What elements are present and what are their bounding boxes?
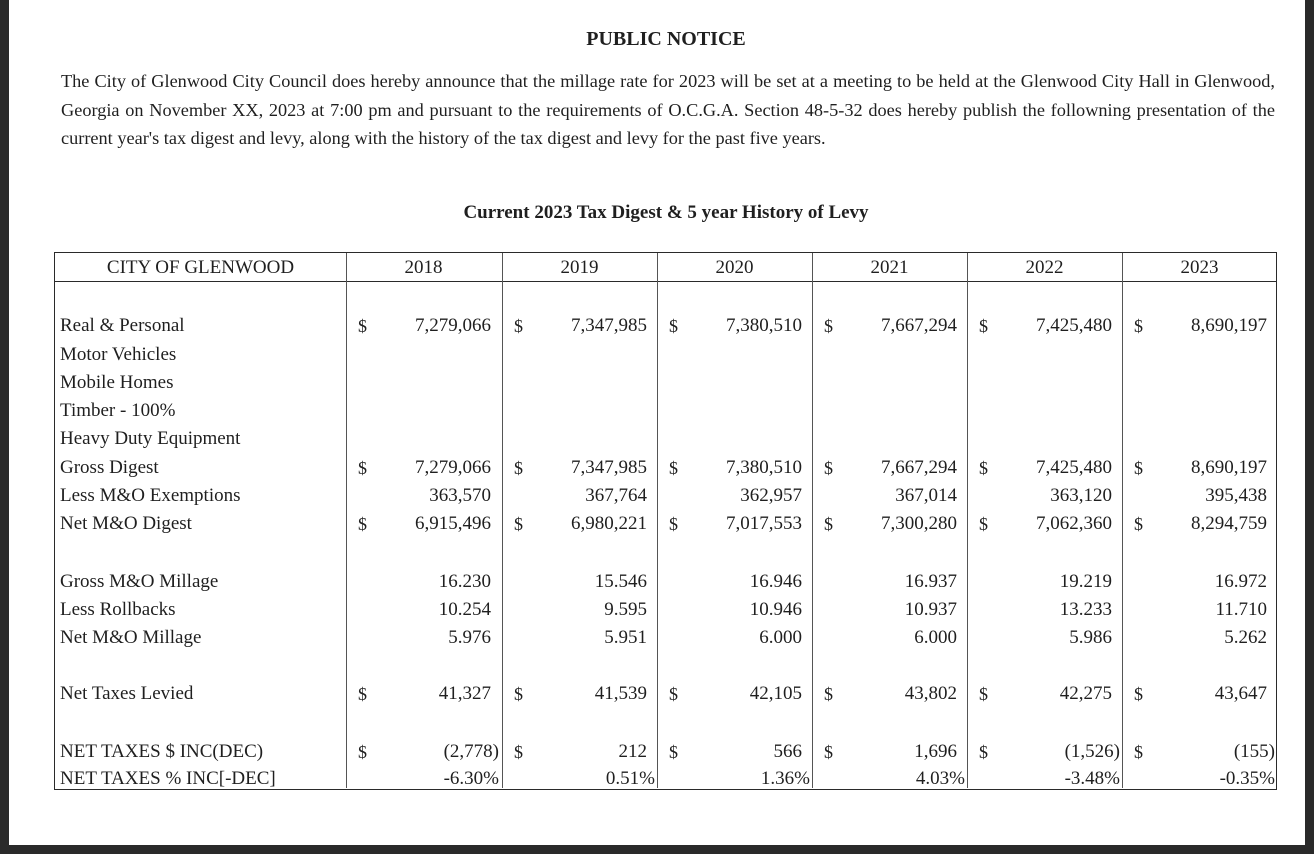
row-label: Real & Personal — [60, 315, 185, 336]
row-label: Timber - 100% — [60, 400, 176, 421]
row-label: Gross M&O Millage — [60, 571, 219, 592]
table-cell: 7,279,066 — [415, 457, 491, 478]
year-header: 2020 — [715, 257, 754, 278]
table-cell: 362,957 — [740, 485, 802, 506]
currency-symbol: $ — [358, 458, 367, 478]
year-header: 2022 — [1025, 257, 1064, 278]
table-cell: 363,570 — [429, 485, 491, 506]
table-cell: 7,425,480 — [1036, 457, 1112, 478]
table-cell: (2,778) — [443, 741, 499, 762]
table-cell: 6.000 — [914, 627, 957, 648]
table-cell: 363,120 — [1050, 485, 1112, 506]
currency-symbol: $ — [514, 742, 523, 762]
table-cell: 11.710 — [1215, 599, 1267, 620]
column-divider — [1122, 253, 1123, 788]
table-cell: 8,690,197 — [1191, 315, 1267, 336]
notice-intro-paragraph: The City of Glenwood City Council does hereby announce that the millage rate for 2023 will be set at a meeting to be held at the Glenwood City Hall in Glenwood, Georgia on November XX, 2023 at 7:00 pm and pursuant to the requirements of O.C.G.A. Section 48-5-32 does hereby publish the followning presentation of the current year's tax digest and levy, along with the history of the tax digest and levy for the past five years. — [61, 71, 1275, 148]
column-divider — [967, 253, 968, 788]
currency-symbol: $ — [669, 684, 678, 704]
table-cell: 42,105 — [749, 683, 802, 704]
currency-symbol: $ — [358, 742, 367, 762]
table-cell: -3.48% — [1064, 768, 1120, 789]
table-cell: 16.972 — [1214, 571, 1267, 592]
currency-symbol: $ — [979, 742, 988, 762]
table-cell: 395,438 — [1205, 485, 1267, 506]
currency-symbol: $ — [514, 514, 523, 534]
table-cell: 42,275 — [1059, 683, 1112, 704]
notice-title: PUBLIC NOTICE — [586, 28, 746, 50]
row-label: NET TAXES % INC[-DEC] — [60, 768, 276, 789]
currency-symbol: $ — [514, 458, 523, 478]
table-cell: 13.233 — [1059, 599, 1112, 620]
currency-symbol: $ — [1134, 742, 1143, 762]
table-cell: 19.219 — [1059, 571, 1112, 592]
currency-symbol: $ — [824, 458, 833, 478]
currency-symbol: $ — [1134, 458, 1143, 478]
table-cell: 43,647 — [1214, 683, 1267, 704]
table-cell: 41,327 — [438, 683, 491, 704]
table-cell: -6.30% — [443, 768, 499, 789]
table-cell: 10.254 — [438, 599, 491, 620]
table-cell: 16.937 — [904, 571, 957, 592]
row-label: Net M&O Millage — [60, 627, 202, 648]
table-cell: 5.986 — [1069, 627, 1112, 648]
currency-symbol: $ — [669, 742, 678, 762]
currency-symbol: $ — [358, 684, 367, 704]
year-header: 2021 — [870, 257, 909, 278]
table-cell: 6,915,496 — [415, 513, 491, 534]
currency-symbol: $ — [979, 514, 988, 534]
table-cell: 7,380,510 — [726, 457, 802, 478]
column-divider — [502, 253, 503, 788]
table-cell: -0.35% — [1219, 768, 1275, 789]
table-cell: 41,539 — [594, 683, 647, 704]
table-cell: 5.262 — [1224, 627, 1267, 648]
table-title: Current 2023 Tax Digest & 5 year History of Levy — [463, 202, 869, 223]
table-cell: 7,347,985 — [571, 457, 647, 478]
table-cell: 6,980,221 — [571, 513, 647, 534]
row-label: Mobile Homes — [60, 372, 174, 393]
currency-symbol: $ — [824, 684, 833, 704]
row-label: Motor Vehicles — [60, 344, 177, 365]
table-cell: 7,667,294 — [881, 315, 957, 336]
currency-symbol: $ — [669, 316, 678, 336]
table-cell: 367,014 — [895, 485, 957, 506]
currency-symbol: $ — [824, 742, 833, 762]
table-cell: 16.946 — [749, 571, 802, 592]
table-cell: 7,347,985 — [571, 315, 647, 336]
row-label: NET TAXES $ INC(DEC) — [60, 741, 264, 762]
row-label: Heavy Duty Equipment — [60, 428, 241, 449]
table-cell: 7,425,480 — [1036, 315, 1112, 336]
currency-symbol: $ — [1134, 514, 1143, 534]
table-cell: 7,667,294 — [881, 457, 957, 478]
table-cell: 212 — [618, 741, 647, 762]
table-cell: 4.03% — [915, 768, 965, 789]
currency-symbol: $ — [824, 316, 833, 336]
table-cell: (1,526) — [1064, 741, 1120, 762]
row-label: Net M&O Digest — [60, 513, 192, 534]
row-label: Less M&O Exemptions — [60, 485, 241, 506]
table-cell: 1.36% — [760, 768, 810, 789]
year-header: 2019 — [560, 257, 599, 278]
table-cell: 7,279,066 — [415, 315, 491, 336]
currency-symbol: $ — [979, 684, 988, 704]
currency-symbol: $ — [669, 514, 678, 534]
header-divider — [55, 281, 1276, 282]
table-cell: 6.000 — [759, 627, 802, 648]
currency-symbol: $ — [514, 684, 523, 704]
table-cell: 43,802 — [904, 683, 957, 704]
table-cell: 8,294,759 — [1191, 513, 1267, 534]
table-cell: 7,062,360 — [1036, 513, 1112, 534]
table-cell: 10.937 — [904, 599, 957, 620]
table-cell: (155) — [1233, 741, 1275, 762]
table-cell: 10.946 — [749, 599, 802, 620]
currency-symbol: $ — [979, 316, 988, 336]
currency-symbol: $ — [358, 514, 367, 534]
year-header: 2018 — [404, 257, 443, 278]
row-label: Less Rollbacks — [60, 599, 176, 620]
currency-symbol: $ — [1134, 684, 1143, 704]
table-cell: 0.51% — [605, 768, 655, 789]
year-header: 2023 — [1180, 257, 1219, 278]
table-cell: 16.230 — [438, 571, 491, 592]
table-cell: 7,380,510 — [726, 315, 802, 336]
tax-digest-table — [54, 252, 1277, 790]
currency-symbol: $ — [1134, 316, 1143, 336]
table-cell: 7,300,280 — [881, 513, 957, 534]
table-cell: 367,764 — [585, 485, 647, 506]
table-cell: 15.546 — [594, 571, 647, 592]
column-divider — [657, 253, 658, 788]
table-cell: 1,696 — [914, 741, 957, 762]
currency-symbol: $ — [358, 316, 367, 336]
entity-header: CITY OF GLENWOOD — [106, 257, 295, 278]
row-label: Net Taxes Levied — [60, 683, 194, 704]
column-divider — [812, 253, 813, 788]
currency-symbol: $ — [824, 514, 833, 534]
table-cell: 5.976 — [448, 627, 491, 648]
row-label: Gross Digest — [60, 457, 159, 478]
column-divider — [346, 253, 347, 788]
table-cell: 9.595 — [604, 599, 647, 620]
table-cell: 8,690,197 — [1191, 457, 1267, 478]
currency-symbol: $ — [669, 458, 678, 478]
currency-symbol: $ — [514, 316, 523, 336]
table-cell: 566 — [773, 741, 802, 762]
table-cell: 7,017,553 — [726, 513, 802, 534]
currency-symbol: $ — [979, 458, 988, 478]
table-cell: 5.951 — [604, 627, 647, 648]
